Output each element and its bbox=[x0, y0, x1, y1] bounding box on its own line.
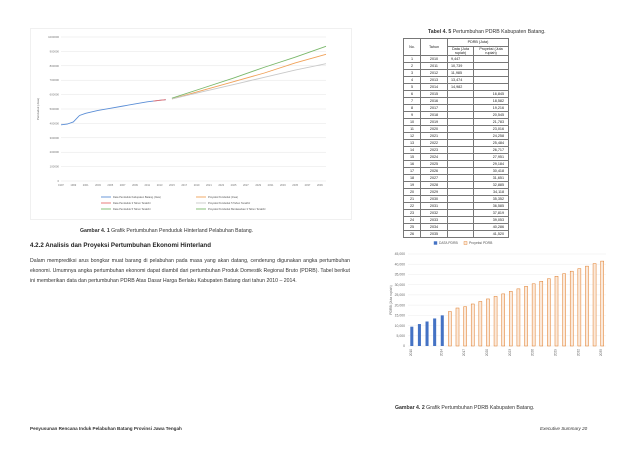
cell-year: 2022 bbox=[421, 140, 448, 147]
x-tick-label: 2001 bbox=[82, 184, 89, 187]
cell-year: 2030 bbox=[421, 196, 448, 203]
series-line bbox=[172, 54, 326, 99]
table-row bbox=[404, 63, 509, 70]
table-row bbox=[404, 189, 509, 196]
footer-page: Executive Summary 20 bbox=[540, 426, 588, 431]
cell-year: 2019 bbox=[421, 119, 448, 126]
cell-projection: 34,118 bbox=[474, 189, 509, 196]
table-4-5-label: Tabel 4. 5 bbox=[428, 29, 452, 35]
cell-projection bbox=[474, 63, 509, 70]
y-tick-label: 35,000 bbox=[394, 272, 405, 277]
cell-no: 19 bbox=[404, 182, 421, 189]
figure-4-2-text: Grafik Pertumbuhan PDRB Kabupaten Batang. bbox=[426, 405, 535, 411]
x-tick-label: 2037 bbox=[304, 184, 311, 187]
bar bbox=[441, 315, 444, 346]
cell-projection: 39,053 bbox=[474, 217, 509, 224]
pdrb-chart bbox=[368, 238, 618, 378]
bar bbox=[456, 308, 459, 346]
cell-year: 2021 bbox=[421, 133, 448, 140]
cell-year: 2023 bbox=[421, 147, 448, 154]
x-tick-label: 2015 bbox=[169, 184, 175, 187]
cell-projection: 18,582 bbox=[474, 98, 509, 105]
cell-year: 2015 bbox=[421, 91, 448, 98]
cell-data bbox=[448, 98, 474, 105]
x-tick-label: 2007 bbox=[119, 184, 126, 187]
x-tick-label: 2020 bbox=[484, 349, 489, 357]
bar bbox=[464, 307, 467, 346]
cell-data bbox=[448, 168, 474, 175]
x-tick-label: 1997 bbox=[58, 184, 64, 187]
bar bbox=[532, 284, 535, 346]
table-row bbox=[404, 217, 509, 224]
cell-year: 2026 bbox=[421, 168, 448, 175]
cell-data bbox=[448, 231, 474, 238]
legend-label: Data Penduduk 5 Tahun Terakhir bbox=[113, 208, 151, 211]
col-header-no: No. bbox=[404, 39, 421, 56]
cell-data bbox=[448, 105, 474, 112]
x-tick-label: 2005 bbox=[107, 184, 114, 187]
table-row bbox=[404, 168, 509, 175]
bar bbox=[547, 279, 550, 346]
bar bbox=[578, 269, 581, 346]
cell-projection: 16,845 bbox=[474, 91, 509, 98]
cell-projection: 31,651 bbox=[474, 175, 509, 182]
cell-projection: 41,520 bbox=[474, 231, 509, 238]
legend-label: DATA PDRB bbox=[439, 241, 458, 245]
bar bbox=[509, 291, 512, 346]
cell-no: 21 bbox=[404, 196, 421, 203]
table-row bbox=[404, 119, 509, 126]
population-chart-svg bbox=[31, 29, 351, 219]
table-row bbox=[404, 70, 509, 77]
series-line bbox=[172, 46, 326, 98]
table-row bbox=[404, 140, 509, 147]
x-tick-label: 2035 bbox=[599, 349, 604, 357]
cell-data: 9,447 bbox=[448, 56, 474, 63]
table-row bbox=[404, 56, 509, 63]
cell-projection: 27,951 bbox=[474, 154, 509, 161]
legend-swatch bbox=[464, 242, 467, 245]
bar bbox=[517, 289, 520, 346]
figure-4-1-label: Gambar 4. 1 bbox=[80, 228, 110, 234]
cell-year: 2010 bbox=[421, 56, 448, 63]
y-tick-label: 200000 bbox=[49, 150, 59, 155]
cell-data bbox=[448, 119, 474, 126]
cell-data bbox=[448, 147, 474, 154]
cell-data: 10,739 bbox=[448, 63, 474, 70]
cell-year: 2033 bbox=[421, 217, 448, 224]
cell-no: 6 bbox=[404, 91, 421, 98]
bar bbox=[494, 296, 497, 346]
cell-projection bbox=[474, 56, 509, 63]
table-row bbox=[404, 91, 509, 98]
table-4-5-text: Pertumbuhan PDRB Kabupaten Batang. bbox=[452, 29, 546, 35]
cell-data bbox=[448, 91, 474, 98]
table-row bbox=[404, 161, 509, 168]
cell-no: 20 bbox=[404, 189, 421, 196]
legend-label: Data Penduduk Kabupaten Batang (Jiwa) bbox=[113, 196, 161, 199]
y-tick-label: 600000 bbox=[49, 92, 59, 97]
cell-year: 2020 bbox=[421, 126, 448, 133]
cell-data: 14,982 bbox=[448, 84, 474, 91]
bar bbox=[448, 312, 451, 346]
cell-year: 2028 bbox=[421, 182, 448, 189]
x-tick-label: 2019 bbox=[193, 184, 200, 187]
table-row bbox=[404, 196, 509, 203]
figure-4-2-caption bbox=[395, 405, 534, 411]
col-header-data: Data (Juta rupiah) bbox=[448, 47, 474, 56]
cell-data bbox=[448, 224, 474, 231]
cell-year: 2013 bbox=[421, 77, 448, 84]
figure-4-1-text: Grafik Pertumbuhan Penduduk Hinterland Pelabuhan Batang. bbox=[111, 228, 254, 234]
x-tick-label: 2029 bbox=[255, 184, 262, 187]
y-tick-label: 5,000 bbox=[396, 333, 405, 338]
x-tick-label: 2031 bbox=[267, 184, 274, 187]
cell-year: 2024 bbox=[421, 154, 448, 161]
cell-no: 18 bbox=[404, 175, 421, 182]
y-tick-label: 45,000 bbox=[394, 252, 405, 257]
table-row bbox=[404, 231, 509, 238]
cell-year: 2027 bbox=[421, 175, 448, 182]
cell-no: 10 bbox=[404, 119, 421, 126]
x-tick-label: 2035 bbox=[292, 184, 299, 187]
bar bbox=[540, 281, 543, 346]
x-tick-label: 2013 bbox=[156, 184, 163, 187]
cell-projection: 26,717 bbox=[474, 147, 509, 154]
cell-projection: 29,184 bbox=[474, 161, 509, 168]
y-tick-label: 1000000 bbox=[48, 35, 59, 39]
cell-no: 24 bbox=[404, 217, 421, 224]
table-row bbox=[404, 133, 509, 140]
table-row bbox=[404, 175, 509, 182]
cell-projection: 37,819 bbox=[474, 210, 509, 217]
table-row bbox=[404, 105, 509, 112]
cell-year: 2014 bbox=[421, 84, 448, 91]
cell-no: 14 bbox=[404, 147, 421, 154]
table-row bbox=[404, 77, 509, 84]
cell-data bbox=[448, 175, 474, 182]
y-axis-label: PDRB (Juta rupiah) bbox=[389, 285, 393, 315]
bar bbox=[502, 294, 505, 346]
cell-data bbox=[448, 140, 474, 147]
footer-title: Penyusunan Rencana Induk Pelabuhan Batang Provinsi Jawa Tengah bbox=[30, 426, 182, 431]
cell-projection bbox=[474, 77, 509, 84]
cell-projection bbox=[474, 84, 509, 91]
cell-projection: 36,585 bbox=[474, 203, 509, 210]
cell-data bbox=[448, 196, 474, 203]
cell-no: 22 bbox=[404, 203, 421, 210]
cell-data bbox=[448, 182, 474, 189]
bar bbox=[410, 327, 413, 346]
cell-data: 13,474 bbox=[448, 77, 474, 84]
x-tick-label: 2032 bbox=[576, 349, 581, 357]
bar bbox=[563, 274, 566, 346]
figure-4-1-caption bbox=[80, 228, 253, 234]
cell-data bbox=[448, 154, 474, 161]
legend-label: Proyeksi Penduduk 5 Tahun Terakhir bbox=[208, 202, 251, 205]
table-row bbox=[404, 182, 509, 189]
cell-year: 2018 bbox=[421, 112, 448, 119]
series-line bbox=[172, 64, 326, 99]
y-axis-label: Penduduk (Jiwa) bbox=[36, 97, 40, 121]
y-tick-label: 10,000 bbox=[394, 323, 405, 328]
x-tick-label: 2017 bbox=[181, 184, 188, 187]
table-4-5-caption bbox=[428, 29, 546, 35]
cell-data bbox=[448, 217, 474, 224]
cell-projection: 20,545 bbox=[474, 112, 509, 119]
cell-no: 13 bbox=[404, 140, 421, 147]
x-tick-label: 2023 bbox=[507, 349, 512, 357]
table-row bbox=[404, 154, 509, 161]
col-header-year: Tahun bbox=[421, 39, 448, 56]
x-tick-label: 2014 bbox=[439, 349, 444, 357]
pdrb-chart-svg bbox=[368, 238, 618, 378]
cell-no: 11 bbox=[404, 126, 421, 133]
pdrb-table bbox=[403, 38, 509, 238]
bar bbox=[525, 286, 528, 346]
legend-label: Proyeksi Penduduk Berdasarkan 3 Tahun Terakhir bbox=[208, 208, 266, 211]
y-tick-label: 100000 bbox=[49, 164, 59, 169]
cell-no: 9 bbox=[404, 112, 421, 119]
cell-data bbox=[448, 203, 474, 210]
cell-no: 7 bbox=[404, 98, 421, 105]
bar bbox=[555, 276, 558, 346]
cell-projection: 23,016 bbox=[474, 126, 509, 133]
table-row bbox=[404, 112, 509, 119]
cell-data bbox=[448, 161, 474, 168]
x-tick-label: 2039 bbox=[316, 184, 323, 187]
col-header-projection: Proyeksi (Juta rupiah) bbox=[474, 47, 509, 56]
cell-no: 23 bbox=[404, 210, 421, 217]
figure-4-2-label: Gambar 4. 2 bbox=[395, 405, 425, 411]
cell-year: 2032 bbox=[421, 210, 448, 217]
x-tick-label: 2033 bbox=[279, 184, 286, 187]
y-tick-label: 20,000 bbox=[394, 303, 405, 308]
table-row bbox=[404, 147, 509, 154]
table-row bbox=[404, 126, 509, 133]
cell-data bbox=[448, 133, 474, 140]
table-row bbox=[404, 84, 509, 91]
cell-projection: 30,418 bbox=[474, 168, 509, 175]
x-tick-label: 2009 bbox=[132, 184, 138, 187]
cell-projection: 24,258 bbox=[474, 133, 509, 140]
cell-no: 5 bbox=[404, 84, 421, 91]
legend-swatch bbox=[434, 242, 437, 245]
x-tick-label: 2003 bbox=[95, 184, 101, 187]
y-tick-label: 30,000 bbox=[394, 282, 405, 287]
legend-label: Proyeksi Penduduk (Jiwa) bbox=[208, 196, 238, 199]
cell-projection: 21,783 bbox=[474, 119, 509, 126]
bar bbox=[601, 261, 604, 346]
table-row bbox=[404, 210, 509, 217]
x-tick-label: 2021 bbox=[206, 184, 212, 187]
bar bbox=[471, 304, 474, 346]
bar bbox=[426, 321, 429, 346]
cell-no: 25 bbox=[404, 224, 421, 231]
series-line bbox=[61, 100, 166, 125]
bar bbox=[479, 301, 482, 346]
section-heading: 4.2.2 Analisis dan Proyeksi Pertumbuhan Ekonomi Hinterland bbox=[30, 242, 211, 249]
cell-no: 15 bbox=[404, 154, 421, 161]
legend-label: Data Penduduk 3 Tahun Terakhir bbox=[113, 202, 151, 205]
cell-data bbox=[448, 189, 474, 196]
section-paragraph: Dalam memprediksi arus bongkar muat barang di pelabuhan pada masa yang akan datang, cenderung digunakan angka pertumbuhan ekonomi. Umumnya angka pertumbuhan ekonomi dapat diambil dari pertumbuhan Produk Domestik Regional Bruto (PDRB). Tabel berikut ini memberikan data dan pertumbuhan PDRB Atas Dasar Harga Berlaku Kabupaten Batang dari tahun 2010 – 2014. bbox=[30, 258, 350, 285]
x-tick-label: 2011 bbox=[144, 184, 151, 187]
y-tick-label: 900000 bbox=[49, 49, 59, 54]
cell-no: 1 bbox=[404, 56, 421, 63]
cell-year: 2034 bbox=[421, 224, 448, 231]
cell-no: 2 bbox=[404, 63, 421, 70]
y-tick-label: 300000 bbox=[49, 135, 59, 140]
cell-year: 2035 bbox=[421, 231, 448, 238]
series-line bbox=[153, 100, 165, 101]
cell-year: 2016 bbox=[421, 98, 448, 105]
cell-projection: 25,484 bbox=[474, 140, 509, 147]
x-tick-label: 1999 bbox=[70, 184, 77, 187]
cell-year: 2011 bbox=[421, 63, 448, 70]
col-header-group: PDRB (Juta) bbox=[448, 39, 509, 47]
cell-year: 2017 bbox=[421, 105, 448, 112]
y-tick-label: 0 bbox=[403, 344, 405, 349]
bar bbox=[418, 324, 421, 346]
y-tick-label: 40,000 bbox=[394, 262, 405, 267]
cell-projection: 35,352 bbox=[474, 196, 509, 203]
cell-no: 4 bbox=[404, 77, 421, 84]
y-tick-label: 15,000 bbox=[394, 313, 405, 318]
y-tick-label: 800000 bbox=[49, 63, 59, 68]
cell-data bbox=[448, 112, 474, 119]
bar bbox=[585, 266, 588, 346]
population-chart bbox=[30, 28, 352, 220]
x-tick-label: 2017 bbox=[462, 349, 467, 357]
cell-projection bbox=[474, 70, 509, 77]
y-tick-label: 0 bbox=[57, 179, 59, 183]
x-tick-label: 2010 bbox=[408, 349, 413, 357]
cell-no: 16 bbox=[404, 161, 421, 168]
y-tick-label: 500000 bbox=[49, 107, 59, 111]
y-tick-label: 25,000 bbox=[394, 293, 405, 298]
cell-no: 3 bbox=[404, 70, 421, 77]
cell-no: 12 bbox=[404, 133, 421, 140]
y-tick-label: 400000 bbox=[49, 121, 59, 126]
x-tick-label: 2025 bbox=[230, 184, 237, 187]
table-row bbox=[404, 98, 509, 105]
cell-year: 2025 bbox=[421, 161, 448, 168]
cell-data bbox=[448, 126, 474, 133]
cell-no: 26 bbox=[404, 231, 421, 238]
bar bbox=[486, 299, 489, 346]
cell-data bbox=[448, 210, 474, 217]
pdrb-table-body bbox=[404, 56, 509, 238]
cell-year: 2031 bbox=[421, 203, 448, 210]
bar bbox=[570, 271, 573, 346]
cell-data: 11,985 bbox=[448, 70, 474, 77]
table-row bbox=[404, 224, 509, 231]
cell-no: 8 bbox=[404, 105, 421, 112]
cell-projection: 40,286 bbox=[474, 224, 509, 231]
x-tick-label: 2023 bbox=[218, 184, 225, 187]
cell-year: 2029 bbox=[421, 189, 448, 196]
cell-no: 17 bbox=[404, 168, 421, 175]
table-row bbox=[404, 203, 509, 210]
bar bbox=[433, 318, 436, 346]
legend-label: Proyeksi PDRB bbox=[469, 241, 493, 245]
cell-projection: 32,885 bbox=[474, 182, 509, 189]
x-tick-label: 2029 bbox=[553, 349, 558, 357]
cell-year: 2012 bbox=[421, 70, 448, 77]
x-tick-label: 2026 bbox=[530, 349, 535, 357]
bar bbox=[593, 264, 596, 346]
x-tick-label: 2027 bbox=[242, 184, 249, 187]
y-tick-label: 700000 bbox=[49, 78, 59, 83]
cell-projection: 19,216 bbox=[474, 105, 509, 112]
